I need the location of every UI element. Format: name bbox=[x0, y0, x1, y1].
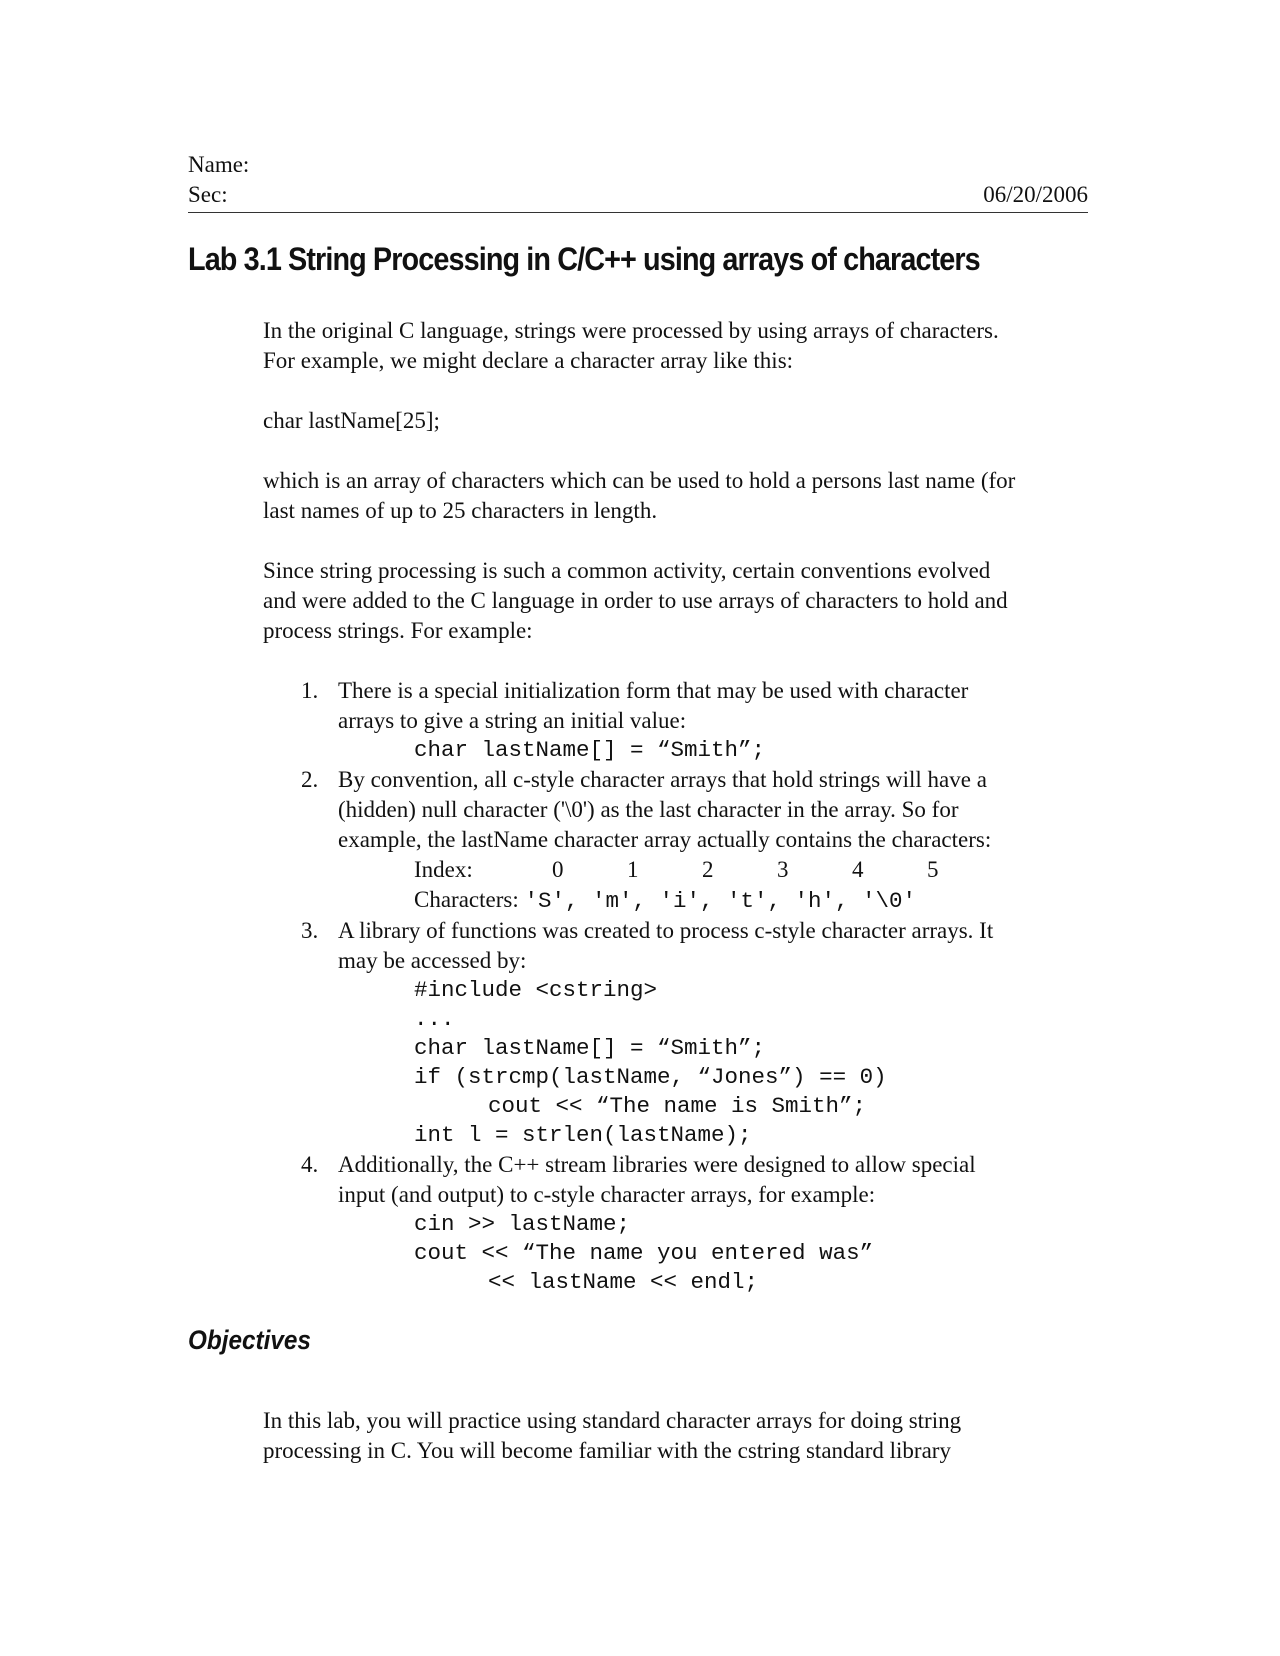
index-label: Index: bbox=[414, 857, 473, 882]
intro-section bbox=[263, 316, 1088, 1297]
intro-paragraph-2 bbox=[263, 466, 1088, 526]
text-line: (hidden) null character ('\0') as the last character in the array. So for bbox=[338, 797, 959, 822]
conventions-list bbox=[263, 676, 1088, 1297]
text-line: last names of up to 25 characters in length. bbox=[263, 498, 658, 523]
index-value: 3 bbox=[777, 857, 789, 882]
code-line: char lastName[] = “Smith”; bbox=[414, 737, 766, 763]
index-row bbox=[338, 855, 1088, 885]
sec-label: Sec: bbox=[188, 182, 228, 207]
characters-values: 'S', 'm', 'i', 't', 'h', '\0' bbox=[524, 888, 917, 914]
index-value: 1 bbox=[627, 857, 639, 882]
page-title: Lab 3.1 String Processing in C/C++ using arrays of characters bbox=[188, 241, 980, 277]
text-line: There is a special initialization form that may be used with character bbox=[338, 678, 969, 703]
code-line: if (strcmp(lastName, “Jones”) == 0) bbox=[414, 1064, 887, 1090]
name-line bbox=[188, 150, 1088, 180]
declaration-example: char lastName[25]; bbox=[263, 408, 440, 433]
text-line: A library of functions was created to process c-style character arrays. It bbox=[338, 918, 994, 943]
characters-label: Characters: bbox=[414, 887, 519, 912]
text-line: For example, we might declare a character array like this: bbox=[263, 348, 794, 373]
document-page bbox=[188, 150, 1088, 1466]
characters-row bbox=[338, 885, 1088, 916]
list-number: 2. bbox=[301, 767, 319, 792]
intro-paragraph-3 bbox=[263, 556, 1088, 646]
objectives-paragraph bbox=[263, 1406, 1088, 1466]
objectives-heading: Objectives bbox=[188, 1325, 311, 1355]
date: 06/20/2006 bbox=[983, 182, 1088, 207]
code-line: ... bbox=[414, 1006, 455, 1032]
text-line: Additionally, the C++ stream libraries were designed to allow special bbox=[338, 1152, 976, 1177]
text-line: In the original C language, strings were processed by using arrays of characters. bbox=[263, 318, 999, 343]
code-line: cout << “The name is Smith”; bbox=[488, 1093, 867, 1119]
code-line: cin >> lastName; bbox=[414, 1211, 631, 1237]
text-line: input (and output) to c-style character arrays, for example: bbox=[338, 1182, 876, 1207]
text-line: Since string processing is such a common activity, certain conventions evolved bbox=[263, 558, 991, 583]
text-line: process strings. For example: bbox=[263, 618, 533, 643]
list-item bbox=[263, 765, 1088, 916]
code-line: cout << “The name you entered was” bbox=[414, 1240, 874, 1266]
index-value: 2 bbox=[702, 857, 714, 882]
text-line: which is an array of characters which can be used to hold a persons last name (for bbox=[263, 468, 1016, 493]
list-item bbox=[263, 676, 1088, 765]
index-value: 0 bbox=[552, 857, 564, 882]
text-line: arrays to give a string an initial value: bbox=[338, 708, 687, 733]
code-line: int l = strlen(lastName); bbox=[414, 1122, 752, 1148]
text-line: may be accessed by: bbox=[338, 948, 527, 973]
list-number: 4. bbox=[301, 1152, 319, 1177]
list-item bbox=[263, 916, 1088, 1150]
text-line: In this lab, you will practice using standard character arrays for doing string bbox=[263, 1408, 962, 1433]
text-line: By convention, all c-style character arrays that hold strings will have a bbox=[338, 767, 987, 792]
objectives-section bbox=[263, 1406, 1088, 1466]
header-divider bbox=[188, 212, 1088, 213]
name-label: Name: bbox=[188, 152, 250, 177]
code-line: << lastName << endl; bbox=[488, 1269, 759, 1295]
text-line: and were added to the C language in order to use arrays of characters to hold and bbox=[263, 588, 1008, 613]
text-line: example, the lastName character array actually contains the characters: bbox=[338, 827, 992, 852]
intro-paragraph-1 bbox=[263, 316, 1088, 376]
index-value: 5 bbox=[927, 857, 939, 882]
list-number: 1. bbox=[301, 678, 319, 703]
code-line: char lastName[] = “Smith”; bbox=[414, 1035, 766, 1061]
sec-line bbox=[188, 180, 1088, 210]
list-item bbox=[263, 1150, 1088, 1297]
index-value: 4 bbox=[852, 857, 864, 882]
text-line: processing in C. You will become familiar with the cstring standard library bbox=[263, 1438, 951, 1463]
list-number: 3. bbox=[301, 918, 319, 943]
code-line: #include <cstring> bbox=[414, 977, 658, 1003]
